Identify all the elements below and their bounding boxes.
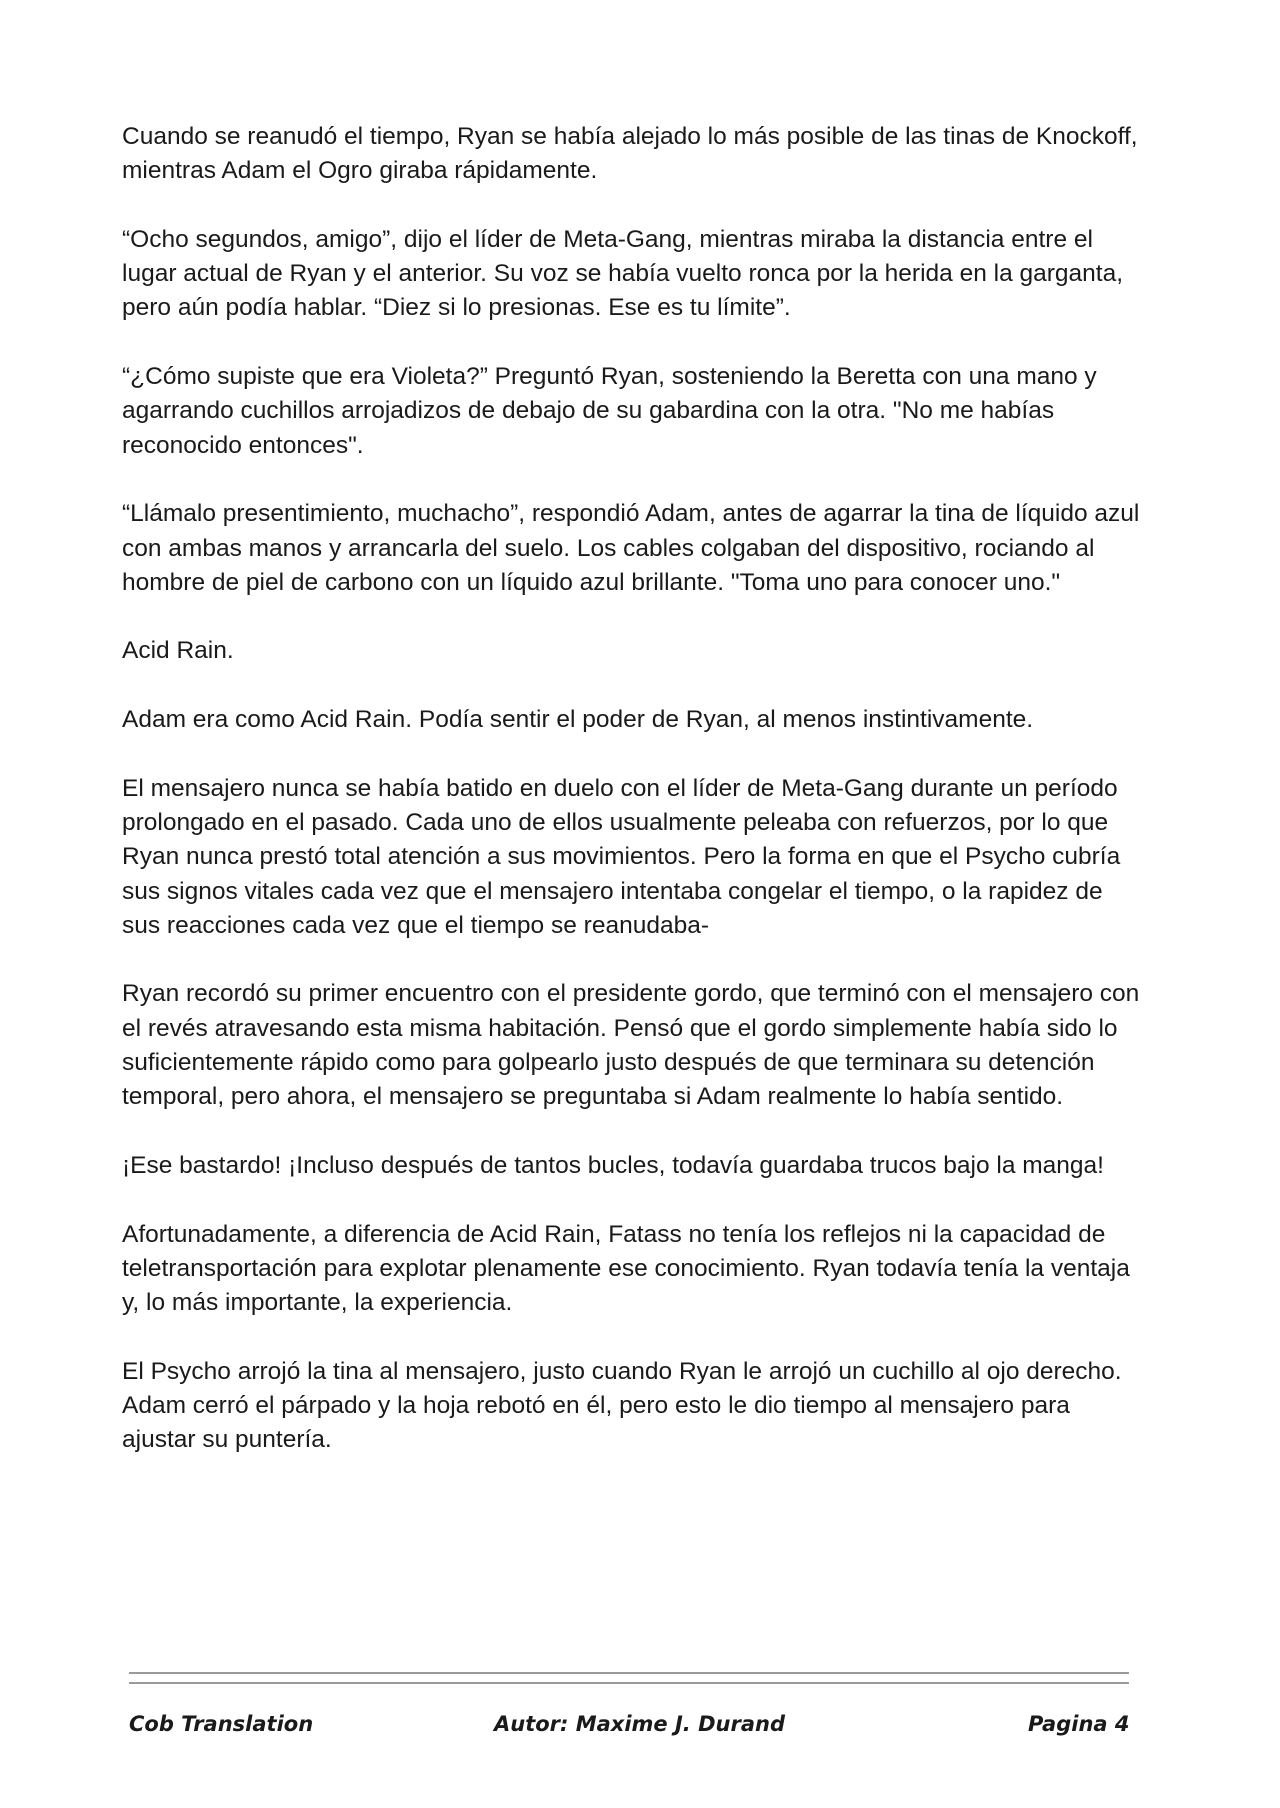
paragraph: El mensajero nunca se había batido en duelo con el líder de Meta-Gang durante un período prolongado en el pasado. Cada uno de ellos usualmente peleaba con refuerzos, por lo que Ryan nunca prestó total atención a sus movimientos. Pero la forma en que el Psycho cubría sus signos vitales cada vez que el mensajero intentaba congelar el tiempo, o la rapidez de sus reacciones cada vez que el tiempo se reanudaba- [122,774,1121,939]
paragraph: Afortunadamente, a diferencia de Acid Rain, Fatass no tenía los reflejos ni la capacidad de teletransportación para explotar plenamente ese conocimiento. Ryan todavía tenía la ventaja y, lo más importante, la experiencia. [122,1220,1130,1317]
paragraph: Cuando se reanudó el tiempo, Ryan se había alejado lo más posible de las tinas de Knockoff, mientras Adam el Ogro giraba rápidamente. [122,123,1138,185]
footer-divider-bottom [129,1682,1129,1684]
paragraph: “¿Cómo supiste que era Violeta?” Preguntó Ryan, sosteniendo la Beretta con una mano y agarrando cuchillos arrojadizos de debajo de su gabardina con la otra. "No me habías reconocido entonces". [122,363,1097,459]
paragraph: Acid Rain. [122,637,234,665]
paragraph: Adam era como Acid Rain. Podía sentir el poder de Ryan, al menos instintivamente. [122,706,1034,734]
paragraph: “Llámalo presentimiento, muchacho”, respondió Adam, antes de agarrar la tina de líquido azul con ambas manos y arrancarla del suelo. Los cables colgaban del dispositivo, rociando al hombre de piel de carbono con un líquido azul brillante. "Toma uno para conocer uno." [122,500,1140,596]
footer-translator: Cob Translation [129,1712,314,1736]
footer-author: Autor: Maxime J. Durand [494,1712,785,1736]
paragraph: “Ocho segundos, amigo”, dijo el líder de Meta-Gang, mientras miraba la distancia entre el lugar actual de Ryan y el anterior. Su voz se había vuelto ronca por la herida en la garganta, pero aún podía hablar. “Diez si lo presionas. Ese es tu límite”. [122,225,1124,322]
paragraph: Ryan recordó su primer encuentro con el presidente gordo, que terminó con el mensajero con el revés atravesando esta misma habitación. Pensó que el gordo simplemente había sido lo suficientemente rápido como para golpearlo justo después de que terminara su detención temporal, pero ahora, el mensajero se preguntaba si Adam realmente lo había sentido. [122,980,1140,1111]
body-text [122,120,1142,1492]
paragraph: ¡Ese bastardo! ¡Incluso después de tantos bucles, todavía guardaba trucos bajo la manga! [122,1151,1104,1179]
footer-page-number: Pagina 4 [1028,1712,1130,1736]
paragraph: El Psycho arrojó la tina al mensajero, justo cuando Ryan le arrojó un cuchillo al ojo derecho. Adam cerró el párpado y la hoja rebotó en él, pero esto le dio tiempo al mensajero para ajustar su puntería. [122,1357,1122,1454]
footer-divider-top [129,1672,1129,1674]
